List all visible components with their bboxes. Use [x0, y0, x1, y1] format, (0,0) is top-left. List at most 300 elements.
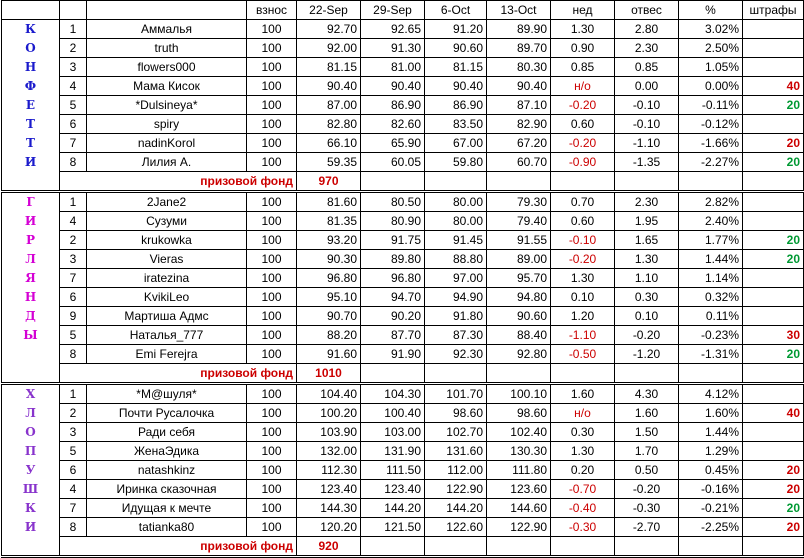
- total-loss-cell: -0.20: [615, 326, 679, 345]
- weight-cell: 90.40: [297, 77, 361, 96]
- penalty-cell: 40: [743, 77, 804, 96]
- weight-cell: 111.80: [487, 461, 551, 480]
- header-blank: [87, 1, 247, 20]
- table-row: [2, 134, 804, 153]
- penalty-cell: 20: [743, 96, 804, 115]
- team-letter: Е: [2, 96, 60, 115]
- participant-name: ЖенаЭдика: [87, 442, 247, 461]
- penalty-cell: [743, 269, 804, 288]
- participant-name: Emi Ferejra: [87, 345, 247, 364]
- weight-cell: 92.65: [361, 20, 425, 39]
- participant-number: 1: [60, 20, 87, 39]
- team-letter: [2, 345, 60, 364]
- weight-cell: 87.10: [487, 96, 551, 115]
- participant-name: Мартиша Адмс: [87, 307, 247, 326]
- empty-cell: [487, 364, 551, 384]
- header-date-2: 29-Sep: [361, 1, 425, 20]
- weight-cell: 86.90: [361, 96, 425, 115]
- participant-name: flowers000: [87, 58, 247, 77]
- table-row: [2, 404, 804, 423]
- weight-cell: 90.30: [297, 250, 361, 269]
- penalty-cell: [743, 58, 804, 77]
- weight-cell: 91.90: [361, 345, 425, 364]
- participant-name: KvikiLeo: [87, 288, 247, 307]
- week-change-cell: 0.70: [551, 192, 615, 212]
- prize-fund-value: 970: [297, 172, 361, 192]
- penalty-cell: [743, 115, 804, 134]
- weight-cell: 131.60: [425, 442, 487, 461]
- week-change-cell: -0.70: [551, 480, 615, 499]
- weight-cell: 104.40: [297, 384, 361, 404]
- empty-cell: [615, 364, 679, 384]
- table-row: [2, 39, 804, 58]
- table-row: [2, 77, 804, 96]
- total-loss-cell: 1.30: [615, 250, 679, 269]
- table-row: [2, 58, 804, 77]
- prize-fund-label: призовой фонд: [60, 364, 297, 384]
- team-letter: К: [2, 20, 60, 39]
- participant-number: 7: [60, 269, 87, 288]
- weight-cell: 92.70: [297, 20, 361, 39]
- weight-cell: 94.80: [487, 288, 551, 307]
- empty-cell: [551, 172, 615, 192]
- empty-cell: [487, 537, 551, 557]
- weight-cell: 93.20: [297, 231, 361, 250]
- weight-cell: 88.80: [425, 250, 487, 269]
- team-letter: Л: [2, 250, 60, 269]
- team-letter: И: [2, 518, 60, 537]
- contribution-cell: 100: [247, 115, 297, 134]
- team-letter: И: [2, 153, 60, 172]
- team-letter: Т: [2, 115, 60, 134]
- penalty-cell: [743, 20, 804, 39]
- percent-cell: -2.25%: [679, 518, 743, 537]
- total-loss-cell: 4.30: [615, 384, 679, 404]
- contribution-cell: 100: [247, 384, 297, 404]
- percent-cell: 1.44%: [679, 423, 743, 442]
- contribution-cell: 100: [247, 134, 297, 153]
- penalty-cell: [743, 288, 804, 307]
- penalty-cell: 20: [743, 480, 804, 499]
- contribution-cell: 100: [247, 345, 297, 364]
- weight-cell: 122.60: [425, 518, 487, 537]
- penalty-cell: 20: [743, 518, 804, 537]
- weight-cell: 90.60: [425, 39, 487, 58]
- participant-number: 7: [60, 134, 87, 153]
- weight-cell: 79.40: [487, 212, 551, 231]
- total-loss-cell: 1.70: [615, 442, 679, 461]
- weight-cell: 98.60: [487, 404, 551, 423]
- participant-name: truth: [87, 39, 247, 58]
- percent-cell: -0.12%: [679, 115, 743, 134]
- weight-cell: 95.70: [487, 269, 551, 288]
- weight-cell: 96.80: [361, 269, 425, 288]
- contribution-cell: 100: [247, 442, 297, 461]
- table-row: [2, 345, 804, 364]
- weight-cell: 94.70: [361, 288, 425, 307]
- penalty-cell: 20: [743, 461, 804, 480]
- week-change-cell: -0.30: [551, 518, 615, 537]
- participant-number: 7: [60, 499, 87, 518]
- weight-cell: 121.50: [361, 518, 425, 537]
- participant-name: Ради себя: [87, 423, 247, 442]
- team-letter-blank: [2, 364, 60, 384]
- team-letter: Н: [2, 288, 60, 307]
- penalty-cell: [743, 307, 804, 326]
- team-letter: К: [2, 499, 60, 518]
- empty-cell: [425, 172, 487, 192]
- header-row: [2, 1, 804, 20]
- weight-cell: 100.40: [361, 404, 425, 423]
- weight-cell: 67.20: [487, 134, 551, 153]
- penalty-cell: [743, 39, 804, 58]
- penalty-cell: [743, 423, 804, 442]
- week-change-cell: 0.20: [551, 461, 615, 480]
- percent-cell: -0.11%: [679, 96, 743, 115]
- weight-cell: 144.20: [361, 499, 425, 518]
- empty-cell: [425, 537, 487, 557]
- team-letter: И: [2, 212, 60, 231]
- team-letter: Р: [2, 231, 60, 250]
- weight-cell: 82.60: [361, 115, 425, 134]
- weight-cell: 98.60: [425, 404, 487, 423]
- team-letter-blank: [2, 172, 60, 192]
- table-row: [2, 269, 804, 288]
- participant-number: 5: [60, 326, 87, 345]
- weight-cell: 60.05: [361, 153, 425, 172]
- table-row: [2, 250, 804, 269]
- team-letter: Я: [2, 269, 60, 288]
- weight-cell: 120.20: [297, 518, 361, 537]
- contribution-cell: 100: [247, 480, 297, 499]
- participant-number: 2: [60, 231, 87, 250]
- contribution-cell: 100: [247, 58, 297, 77]
- week-change-cell: 1.30: [551, 269, 615, 288]
- weight-cell: 80.30: [487, 58, 551, 77]
- weight-cell: 92.30: [425, 345, 487, 364]
- weight-cell: 89.70: [487, 39, 551, 58]
- weight-cell: 90.20: [361, 307, 425, 326]
- weight-cell: 91.20: [425, 20, 487, 39]
- total-loss-cell: 2.30: [615, 39, 679, 58]
- table-row: [2, 384, 804, 404]
- participant-number: 6: [60, 115, 87, 134]
- weight-cell: 101.70: [425, 384, 487, 404]
- week-change-cell: -1.10: [551, 326, 615, 345]
- week-change-cell: -0.90: [551, 153, 615, 172]
- weight-cell: 87.30: [425, 326, 487, 345]
- week-change-cell: -0.20: [551, 250, 615, 269]
- week-change-cell: -0.10: [551, 231, 615, 250]
- team-letter: О: [2, 39, 60, 58]
- weight-cell: 87.00: [297, 96, 361, 115]
- penalty-cell: [743, 442, 804, 461]
- weight-cell: 123.60: [487, 480, 551, 499]
- contribution-cell: 100: [247, 461, 297, 480]
- weight-cell: 87.70: [361, 326, 425, 345]
- week-change-cell: 0.60: [551, 115, 615, 134]
- contribution-cell: 100: [247, 326, 297, 345]
- total-loss-cell: -0.10: [615, 115, 679, 134]
- weight-cell: 89.80: [361, 250, 425, 269]
- participant-name: *Dulsineya*: [87, 96, 247, 115]
- contribution-cell: 100: [247, 20, 297, 39]
- header-date-3: 6-Oct: [425, 1, 487, 20]
- contribution-cell: 100: [247, 499, 297, 518]
- percent-cell: 1.44%: [679, 250, 743, 269]
- total-loss-cell: 2.30: [615, 192, 679, 212]
- contribution-cell: 100: [247, 404, 297, 423]
- participant-number: 4: [60, 480, 87, 499]
- contribution-cell: 100: [247, 423, 297, 442]
- weight-cell: 100.20: [297, 404, 361, 423]
- weight-cell: 89.90: [487, 20, 551, 39]
- table-row: [2, 96, 804, 115]
- empty-cell: [615, 537, 679, 557]
- header-percent: %: [679, 1, 743, 20]
- weight-cell: 104.30: [361, 384, 425, 404]
- header-hang: отвес: [615, 1, 679, 20]
- weight-cell: 122.90: [487, 518, 551, 537]
- empty-cell: [615, 172, 679, 192]
- penalty-cell: [743, 384, 804, 404]
- contribution-cell: 100: [247, 231, 297, 250]
- team-letter: Н: [2, 58, 60, 77]
- percent-cell: -0.23%: [679, 326, 743, 345]
- total-loss-cell: 1.60: [615, 404, 679, 423]
- weight-cell: 80.90: [361, 212, 425, 231]
- week-change-cell: 0.85: [551, 58, 615, 77]
- weight-cell: 80.00: [425, 212, 487, 231]
- weight-cell: 103.00: [361, 423, 425, 442]
- prize-fund-row: [2, 364, 804, 384]
- weight-cell: 131.90: [361, 442, 425, 461]
- contribution-cell: 100: [247, 307, 297, 326]
- table-row: [2, 288, 804, 307]
- participant-name: Сузуми: [87, 212, 247, 231]
- percent-cell: -0.21%: [679, 499, 743, 518]
- weight-cell: 81.15: [297, 58, 361, 77]
- penalty-cell: 20: [743, 345, 804, 364]
- weight-cell: 102.40: [487, 423, 551, 442]
- header-blank: [2, 1, 60, 20]
- percent-cell: 3.02%: [679, 20, 743, 39]
- weight-cell: 90.70: [297, 307, 361, 326]
- weight-cell: 91.55: [487, 231, 551, 250]
- table-row: [2, 423, 804, 442]
- weight-cell: 132.00: [297, 442, 361, 461]
- penalty-cell: [743, 212, 804, 231]
- prize-fund-value: 920: [297, 537, 361, 557]
- weight-cell: 80.50: [361, 192, 425, 212]
- total-loss-cell: -1.20: [615, 345, 679, 364]
- participant-name: Почти Русалочка: [87, 404, 247, 423]
- percent-cell: 1.05%: [679, 58, 743, 77]
- participant-number: 8: [60, 345, 87, 364]
- percent-cell: -2.27%: [679, 153, 743, 172]
- week-change-cell: 0.90: [551, 39, 615, 58]
- participant-number: 5: [60, 442, 87, 461]
- team-letter: Т: [2, 134, 60, 153]
- penalty-cell: 30: [743, 326, 804, 345]
- week-change-cell: н/о: [551, 404, 615, 423]
- table-row: [2, 442, 804, 461]
- weight-cell: 81.00: [361, 58, 425, 77]
- team-letter: Х: [2, 384, 60, 404]
- week-change-cell: 1.30: [551, 442, 615, 461]
- percent-cell: 1.77%: [679, 231, 743, 250]
- participant-name: natashkinz: [87, 461, 247, 480]
- participant-name: Vieras: [87, 250, 247, 269]
- week-change-cell: н/о: [551, 77, 615, 96]
- weight-cell: 91.80: [425, 307, 487, 326]
- participant-name: *M@шуля*: [87, 384, 247, 404]
- weight-cell: 144.60: [487, 499, 551, 518]
- empty-cell: [361, 537, 425, 557]
- penalty-cell: 20: [743, 231, 804, 250]
- table-row: [2, 499, 804, 518]
- weight-cell: 82.80: [297, 115, 361, 134]
- weight-cell: 60.70: [487, 153, 551, 172]
- weight-cell: 122.90: [425, 480, 487, 499]
- empty-cell: [551, 537, 615, 557]
- week-change-cell: -0.40: [551, 499, 615, 518]
- table-row: [2, 153, 804, 172]
- week-change-cell: -0.20: [551, 134, 615, 153]
- participant-name: iratezina: [87, 269, 247, 288]
- total-loss-cell: 0.00: [615, 77, 679, 96]
- percent-cell: 2.50%: [679, 39, 743, 58]
- participant-number: 1: [60, 384, 87, 404]
- weight-cell: 95.10: [297, 288, 361, 307]
- weight-cell: 67.00: [425, 134, 487, 153]
- contribution-cell: 100: [247, 96, 297, 115]
- week-change-cell: 0.30: [551, 423, 615, 442]
- percent-cell: 0.45%: [679, 461, 743, 480]
- weight-loss-table: [1, 0, 804, 558]
- contribution-cell: 100: [247, 77, 297, 96]
- prize-fund-row: [2, 537, 804, 557]
- empty-cell: [551, 364, 615, 384]
- weight-cell: 90.40: [361, 77, 425, 96]
- empty-cell: [679, 537, 743, 557]
- team-letter: Ы: [2, 326, 60, 345]
- total-loss-cell: -0.20: [615, 480, 679, 499]
- participant-name: nadinKorol: [87, 134, 247, 153]
- prize-fund-value: 1010: [297, 364, 361, 384]
- weight-cell: 81.35: [297, 212, 361, 231]
- table-row: [2, 231, 804, 250]
- total-loss-cell: 0.30: [615, 288, 679, 307]
- weight-cell: 83.50: [425, 115, 487, 134]
- table-row: [2, 480, 804, 499]
- weight-cell: 89.00: [487, 250, 551, 269]
- participant-name: spiry: [87, 115, 247, 134]
- participant-name: 2Jane2: [87, 192, 247, 212]
- header-date-1: 22-Sep: [297, 1, 361, 20]
- participant-name: Иринка сказочная: [87, 480, 247, 499]
- team-letter: Ф: [2, 77, 60, 96]
- penalty-cell: 20: [743, 153, 804, 172]
- weight-cell: 90.40: [487, 77, 551, 96]
- weight-cell: 92.00: [297, 39, 361, 58]
- team-letter: Д: [2, 307, 60, 326]
- weight-cell: 92.80: [487, 345, 551, 364]
- table-row: [2, 307, 804, 326]
- weight-cell: 112.00: [425, 461, 487, 480]
- week-change-cell: 1.30: [551, 20, 615, 39]
- percent-cell: -0.16%: [679, 480, 743, 499]
- weight-cell: 65.90: [361, 134, 425, 153]
- table-row: [2, 326, 804, 345]
- contribution-cell: 100: [247, 288, 297, 307]
- penalty-cell: 20: [743, 250, 804, 269]
- weight-cell: 80.00: [425, 192, 487, 212]
- weight-cell: 59.80: [425, 153, 487, 172]
- total-loss-cell: 0.10: [615, 307, 679, 326]
- total-loss-cell: 2.80: [615, 20, 679, 39]
- total-loss-cell: -0.10: [615, 96, 679, 115]
- percent-cell: 0.32%: [679, 288, 743, 307]
- weight-cell: 96.80: [297, 269, 361, 288]
- percent-cell: 1.14%: [679, 269, 743, 288]
- participant-number: 9: [60, 307, 87, 326]
- weight-cell: 91.45: [425, 231, 487, 250]
- participant-number: 1: [60, 192, 87, 212]
- header-penalties: штрафы: [743, 1, 804, 20]
- participant-number: 4: [60, 77, 87, 96]
- week-change-cell: 0.60: [551, 212, 615, 231]
- total-loss-cell: -1.35: [615, 153, 679, 172]
- participant-number: 8: [60, 518, 87, 537]
- weight-cell: 97.00: [425, 269, 487, 288]
- percent-cell: 1.60%: [679, 404, 743, 423]
- table-row: [2, 461, 804, 480]
- empty-cell: [487, 172, 551, 192]
- weight-cell: 130.30: [487, 442, 551, 461]
- table-row: [2, 115, 804, 134]
- total-loss-cell: -2.70: [615, 518, 679, 537]
- team-letter: О: [2, 423, 60, 442]
- empty-cell: [743, 537, 804, 557]
- contribution-cell: 100: [247, 39, 297, 58]
- participant-number: 6: [60, 461, 87, 480]
- empty-cell: [361, 364, 425, 384]
- weight-cell: 102.70: [425, 423, 487, 442]
- weight-cell: 66.10: [297, 134, 361, 153]
- weight-cell: 123.40: [361, 480, 425, 499]
- contribution-cell: 100: [247, 518, 297, 537]
- weight-cell: 88.40: [487, 326, 551, 345]
- header-blank: [60, 1, 87, 20]
- table-row: [2, 518, 804, 537]
- contribution-cell: 100: [247, 269, 297, 288]
- weight-cell: 144.20: [425, 499, 487, 518]
- weight-cell: 144.30: [297, 499, 361, 518]
- percent-cell: 1.29%: [679, 442, 743, 461]
- contribution-cell: 100: [247, 153, 297, 172]
- participant-number: 3: [60, 250, 87, 269]
- table-row: [2, 20, 804, 39]
- weight-cell: 91.75: [361, 231, 425, 250]
- empty-cell: [679, 172, 743, 192]
- total-loss-cell: -1.10: [615, 134, 679, 153]
- percent-cell: 0.11%: [679, 307, 743, 326]
- participant-number: 5: [60, 96, 87, 115]
- participant-number: 2: [60, 404, 87, 423]
- empty-cell: [361, 172, 425, 192]
- participant-name: Лилия А.: [87, 153, 247, 172]
